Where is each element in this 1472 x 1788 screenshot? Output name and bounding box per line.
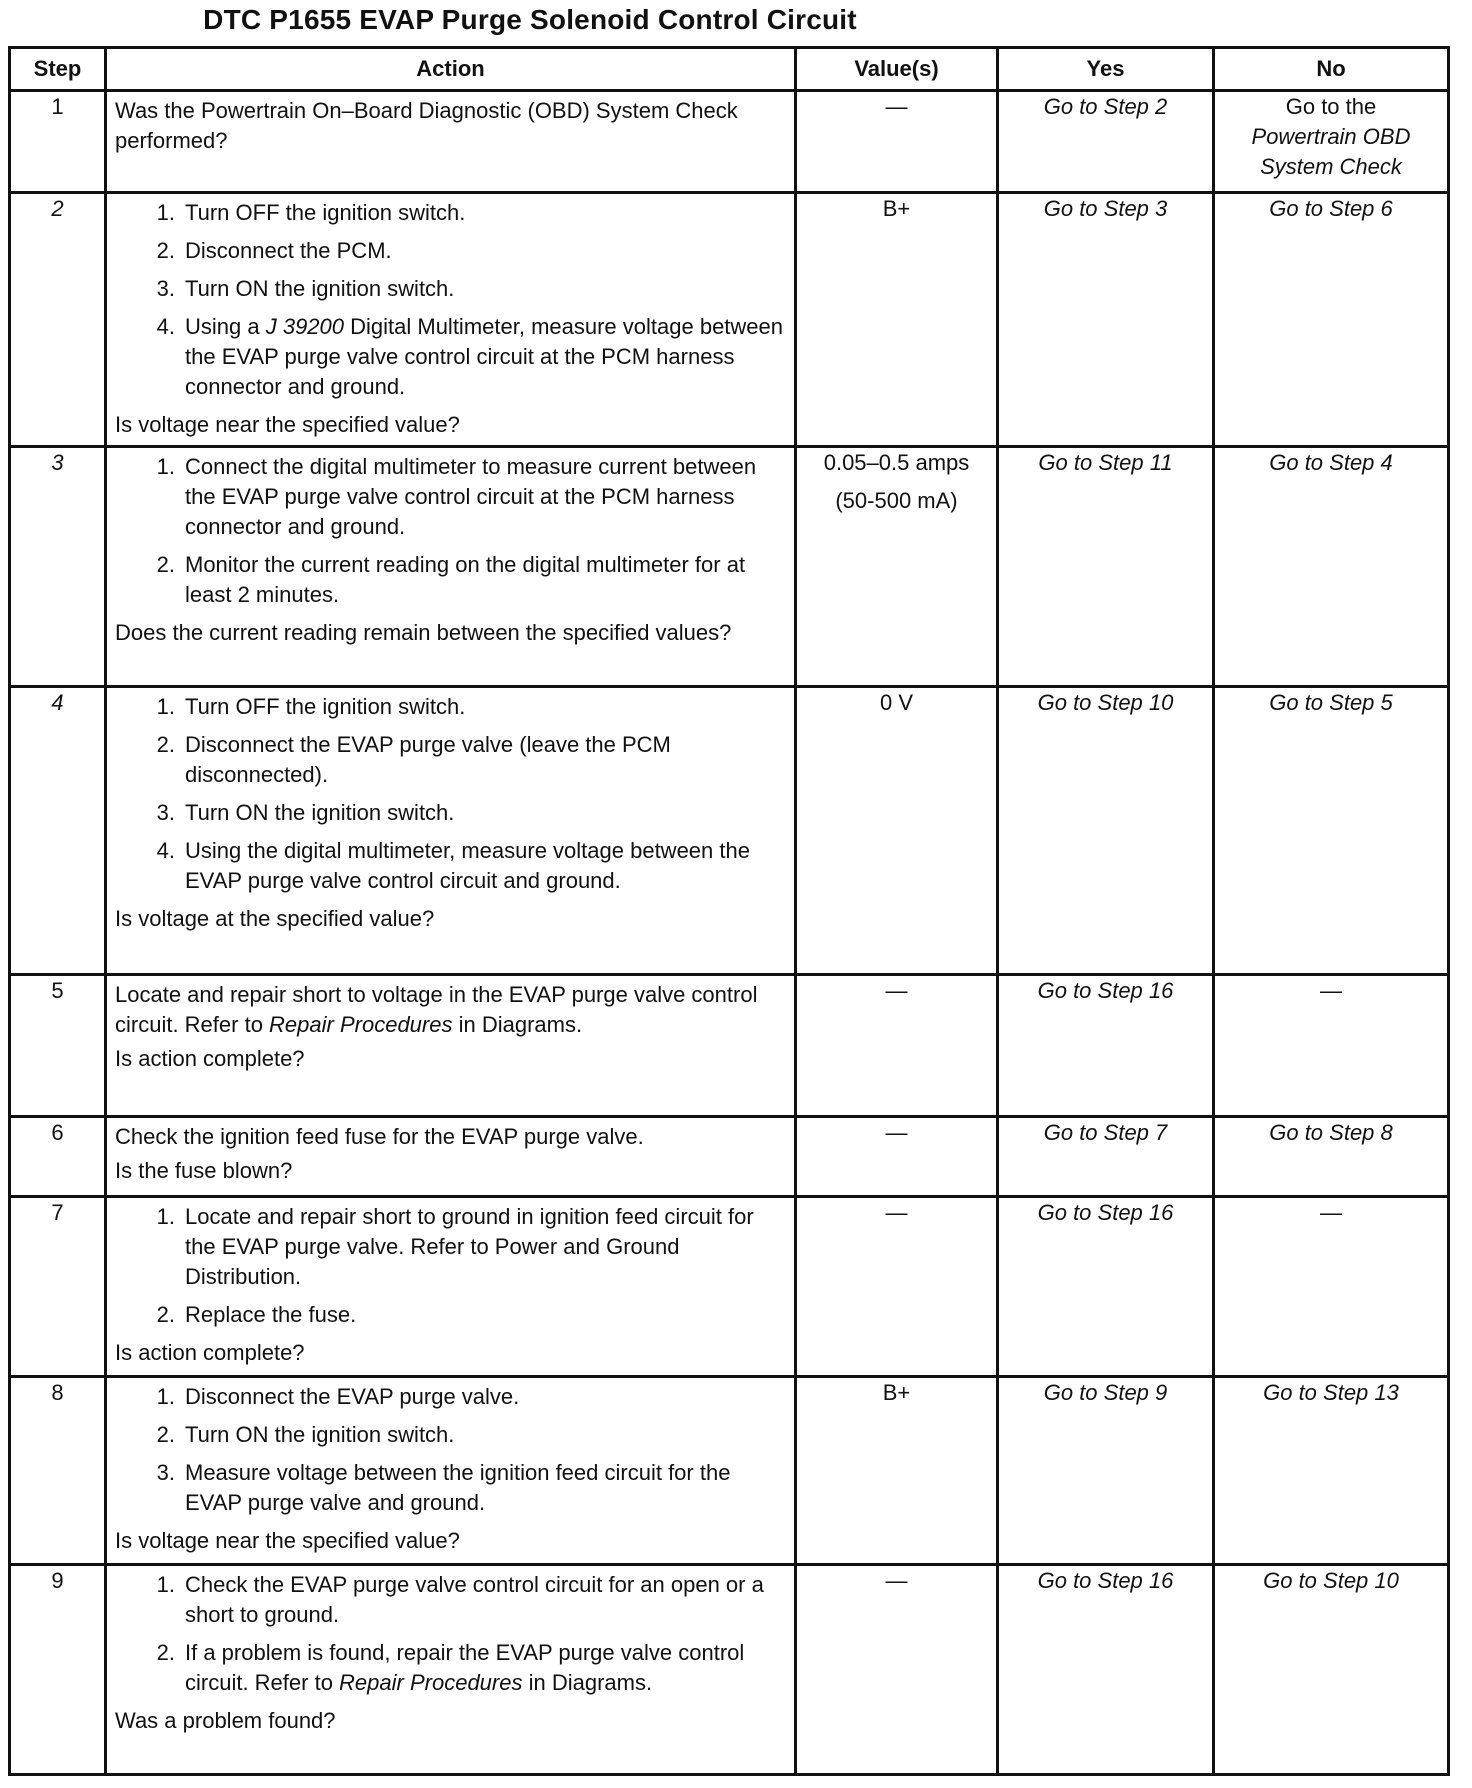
list-item: 4. Using the digital multimeter, measure voltage between the EVAP purge valve control circuit and ground. <box>156 838 750 893</box>
action-question: Was a problem found? <box>115 1708 336 1733</box>
step-number: 8 <box>10 1377 106 1565</box>
action-question: Is action complete? <box>115 1340 305 1365</box>
no-cell: — <box>1214 975 1449 1117</box>
action-question: Is voltage at the specified value? <box>115 906 435 931</box>
action-cell <box>106 91 796 193</box>
step-number: 9 <box>10 1565 106 1775</box>
action-question: Is the fuse blown? <box>115 1158 293 1183</box>
table-row <box>10 1117 1449 1197</box>
list-item: 1. Disconnect the EVAP purge valve. <box>156 1384 520 1409</box>
action-text: Was the Powertrain On–Board Diagnostic (OBD) System Check performed? <box>115 98 738 153</box>
table-row <box>10 1565 1449 1775</box>
action-cell <box>106 447 796 687</box>
list-item: 1. Turn OFF the ignition switch. <box>156 200 466 225</box>
value-cell: B+ <box>796 193 998 447</box>
yes-cell: Go to Step 10 <box>998 687 1214 975</box>
list-item: 4. Using a J 39200 Digital Multimeter, measure voltage between the EVAP purge valve control circuit at the PCM harness connector and ground. <box>156 314 784 399</box>
action-cell <box>106 687 796 975</box>
value-cell: — <box>796 975 998 1117</box>
column-header-no: No <box>1214 48 1449 91</box>
list-item: 2. Turn ON the ignition switch. <box>156 1422 455 1447</box>
value-cell: — <box>796 1117 998 1197</box>
action-steps-list <box>115 198 788 402</box>
yes-cell: Go to Step 16 <box>998 975 1214 1117</box>
no-cell: Go to Step 4 <box>1214 447 1449 687</box>
header-row <box>10 48 1449 91</box>
column-header-action: Action <box>106 48 796 91</box>
action-steps-list <box>115 452 788 610</box>
step-number: 5 <box>10 975 106 1117</box>
page-title: DTC P1655 EVAP Purge Solenoid Control Circuit <box>203 4 857 35</box>
action-steps-list <box>115 1570 788 1698</box>
yes-cell: Go to Step 9 <box>998 1377 1214 1565</box>
column-header-yes: Yes <box>998 48 1214 91</box>
list-item: 3. Turn ON the ignition switch. <box>156 800 455 825</box>
value-cell: 0.05–0.5 amps (50-500 mA) <box>796 447 998 687</box>
action-steps-list <box>115 692 788 896</box>
yes-cell: Go to Step 11 <box>998 447 1214 687</box>
list-item: 2. Replace the fuse. <box>156 1302 357 1327</box>
step-number: 2 <box>10 193 106 447</box>
list-item: 3. Turn ON the ignition switch. <box>156 276 455 301</box>
table-row <box>10 687 1449 975</box>
list-item: 2. Monitor the current reading on the digital multimeter for at least 2 minutes. <box>156 552 746 607</box>
action-question: Is voltage near the specified value? <box>115 1528 460 1553</box>
no-cell: Go to Step 5 <box>1214 687 1449 975</box>
step-number: 3 <box>10 447 106 687</box>
no-cell: Go to Step 13 <box>1214 1377 1449 1565</box>
table-row <box>10 91 1449 193</box>
table-row <box>10 1197 1449 1377</box>
action-cell <box>106 975 796 1117</box>
diagnostic-table <box>8 46 1450 1776</box>
action-cell <box>106 1117 796 1197</box>
list-item: 1. Connect the digital multimeter to measure current between the EVAP purge valve control circuit at the PCM harness connector and ground. <box>156 454 757 539</box>
action-cell <box>106 1377 796 1565</box>
step-number: 6 <box>10 1117 106 1197</box>
action-cell <box>106 193 796 447</box>
no-cell: — <box>1214 1197 1449 1377</box>
action-question: Is action complete? <box>115 1046 305 1071</box>
list-item: 1. Turn OFF the ignition switch. <box>156 694 466 719</box>
yes-cell: Go to Step 3 <box>998 193 1214 447</box>
no-cell: Go to Step 8 <box>1214 1117 1449 1197</box>
action-text: Locate and repair short to voltage in the EVAP purge valve control circuit. Refer to Repair Procedures in Diagrams. <box>115 982 758 1037</box>
no-cell: Go to the Powertrain OBD System Check <box>1214 91 1449 193</box>
value-cell: — <box>796 1565 998 1775</box>
step-number: 1 <box>10 91 106 193</box>
yes-cell: Go to Step 2 <box>998 91 1214 193</box>
action-question: Is voltage near the specified value? <box>115 412 460 437</box>
value-cell: — <box>796 1197 998 1377</box>
table-row <box>10 447 1449 687</box>
step-number: 4 <box>10 687 106 975</box>
column-header-values: Value(s) <box>796 48 998 91</box>
no-cell: Go to Step 10 <box>1214 1565 1449 1775</box>
column-header-step: Step <box>10 48 106 91</box>
action-steps-list <box>115 1202 788 1330</box>
yes-cell: Go to Step 16 <box>998 1197 1214 1377</box>
yes-cell: Go to Step 16 <box>998 1565 1214 1775</box>
list-item: 2. Disconnect the EVAP purge valve (leave the PCM disconnected). <box>156 732 671 787</box>
list-item: 1. Check the EVAP purge valve control circuit for an open or a short to ground. <box>156 1572 764 1627</box>
action-question: Does the current reading remain between the specified values? <box>115 620 732 645</box>
action-text: Check the ignition feed fuse for the EVAP purge valve. <box>115 1124 644 1149</box>
table-row <box>10 193 1449 447</box>
value-cell: B+ <box>796 1377 998 1565</box>
action-steps-list <box>115 1382 788 1518</box>
action-cell <box>106 1197 796 1377</box>
list-item: 2. If a problem is found, repair the EVAP purge valve control circuit. Refer to Repair Procedures in Diagrams. <box>156 1640 745 1695</box>
table-row <box>10 975 1449 1117</box>
list-item: 1. Locate and repair short to ground in ignition feed circuit for the EVAP purge valve. Refer to Power and Ground Distribution. <box>156 1204 754 1289</box>
step-number: 7 <box>10 1197 106 1377</box>
table-row <box>10 1377 1449 1565</box>
value-cell: — <box>796 91 998 193</box>
no-cell: Go to Step 6 <box>1214 193 1449 447</box>
value-cell: 0 V <box>796 687 998 975</box>
yes-cell: Go to Step 7 <box>998 1117 1214 1197</box>
action-cell <box>106 1565 796 1775</box>
list-item: 2. Disconnect the PCM. <box>156 238 392 263</box>
list-item: 3. Measure voltage between the ignition feed circuit for the EVAP purge valve and ground. <box>156 1460 731 1515</box>
